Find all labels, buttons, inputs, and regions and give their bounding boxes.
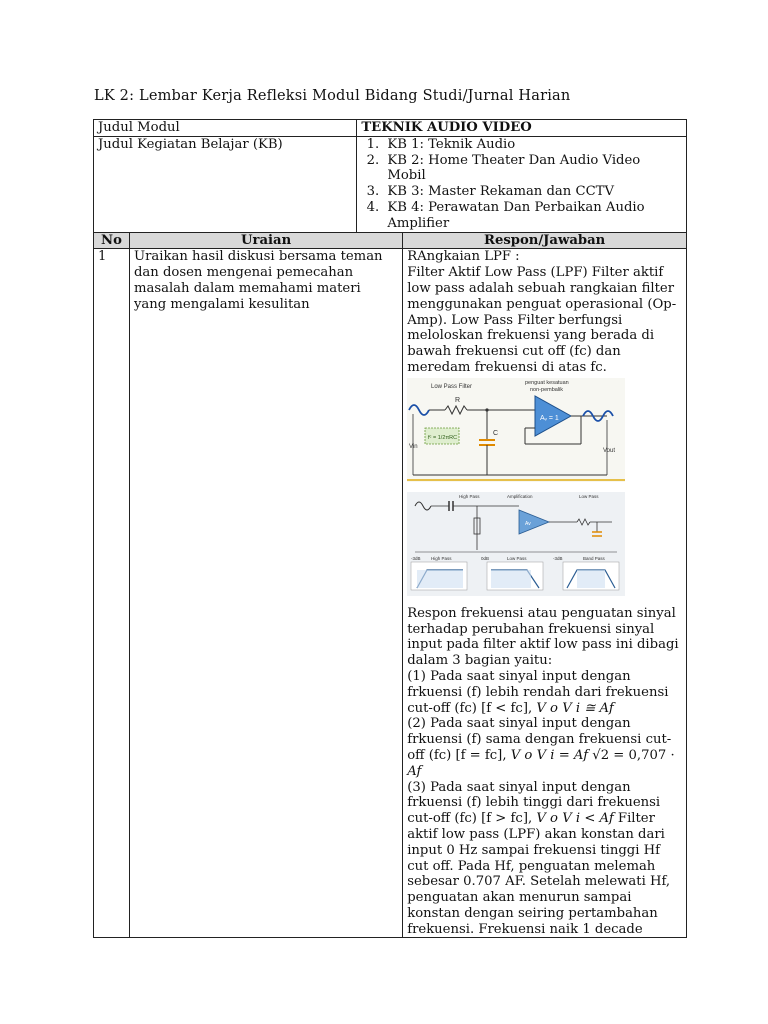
kb-item: 3. KB 3: Master Rekaman dan CCTV xyxy=(383,184,682,200)
formula: Af xyxy=(407,763,422,779)
respon-paragraph: Filter Aktif Low Pass (LPF) Filter aktif low pass adalah sebuah rangkaian filter menggunakan penguat operasional (Op-Amp). Low Pass Filter berfungsi meloloskan frekuensi yang berada di bawah frekuensi cut off (fc) dan meredam frekuensi di atas fc. xyxy=(407,265,677,375)
db-label: -3dB xyxy=(411,555,421,561)
row-judul-modul xyxy=(94,120,687,137)
formula: V o V i ≅ Af xyxy=(536,700,614,716)
amp-label-2: non-pembalik xyxy=(530,386,564,393)
header-no: No xyxy=(94,232,130,249)
respon-paragraph: Respon frekuensi atau penguatan sinyal terhadap perubahan frekuensi sinyal input pada filter aktif low pass ini dibagi dalam 3 bagian yaitu: xyxy=(407,605,679,669)
vin-label: Vin xyxy=(409,443,418,450)
respon-intro: RAngkaian LPF : xyxy=(407,249,520,265)
respon-cell xyxy=(403,249,687,938)
hp-label: High Pass xyxy=(431,555,452,561)
kb-list xyxy=(361,137,682,232)
lpf-label: Low Pass Filter xyxy=(431,383,473,390)
judul-modul-value: TEKNIK AUDIO VIDEO xyxy=(357,120,687,137)
judul-modul-label: Judul Modul xyxy=(94,120,357,137)
page-title: LK 2: Lembar Kerja Refleksi Modul Bidang Studi/Jurnal Harian xyxy=(94,88,571,104)
gain-label: Aᵥ = 1 xyxy=(540,414,559,422)
header-uraian: Uraian xyxy=(129,232,402,249)
judul-kb-label: Judul Kegiatan Belajar (KB) xyxy=(94,136,357,232)
bp-label: Band Pass xyxy=(583,555,605,561)
response-point-1 xyxy=(407,669,682,716)
amp-label: penguat kesatuan xyxy=(525,379,569,386)
table-header-row xyxy=(94,232,687,249)
db-label: -3dB xyxy=(553,555,563,561)
kb-item: 2. KB 2: Home Theater Dan Audio Video Mobil xyxy=(383,153,682,185)
table-row xyxy=(94,249,687,938)
point-text: √2 = 0,707 · xyxy=(588,747,675,763)
point-text: Filter aktif low pass (LPF) akan konstan dari input 0 Hz sampai frekuensi tinggi Hf cut off. Pada Hf, penguatan melemah sebesar 0.707 AF. Setelah melewati Hf, penguatan akan menurun sampai konstan dengan seiring pertambahan frekuensi. Frekuensi naik 1 decade xyxy=(407,811,671,937)
svg-text:Low Pass: Low Pass xyxy=(579,493,599,499)
point-text: (2) Pada saat sinyal input dengan frkuensi (f) sama dengan frekuensi cut-off (fc) [f = fc], xyxy=(407,716,672,763)
cutoff-formula: fᶜ = 1/2πRC xyxy=(428,434,458,441)
lp-label: Low Pass xyxy=(507,555,527,561)
band-pass-filter-diagram xyxy=(407,492,625,596)
kb-list-cell xyxy=(357,136,687,232)
db-label: 0dB xyxy=(481,555,490,561)
worksheet-table xyxy=(93,119,687,938)
kb-item: 4. KB 4: Perawatan Dan Perbaikan Audio Amplifier xyxy=(383,200,682,232)
row-judul-kb xyxy=(94,136,687,232)
point-text: (1) Pada saat sinyal input dengan frkuensi (f) lebih rendah dari frekuensi cut-off (fc) [f < fc], xyxy=(407,668,669,716)
formula: V o V i < Af xyxy=(536,811,614,827)
vout-label: Vout xyxy=(603,447,616,454)
point-text: (3) Pada saat sinyal input dengan frkuensi (f) lebih tinggi dari frekuensi cut-off (fc) [f > fc], xyxy=(407,779,661,827)
header-respon: Respon/Jawaban xyxy=(403,232,687,249)
svg-text:High Pass: High Pass xyxy=(459,493,480,499)
uraian-text: Uraikan hasil diskusi bersama teman dan dosen mengenai pemecahan masalah dalam memahami materi yang mengalami kesulitan xyxy=(129,249,402,938)
formula: V o V i = Af xyxy=(510,747,589,763)
av-label: Av xyxy=(525,520,531,527)
amp-stage-label: Amplification xyxy=(507,493,533,499)
response-point-2 xyxy=(407,716,682,779)
response-point-3 xyxy=(407,780,682,938)
kb-item: 1. KB 1: Teknik Audio xyxy=(383,137,682,153)
lpf-circuit-diagram xyxy=(407,378,625,482)
resistor-label: R xyxy=(455,396,461,404)
capacitor-label: C xyxy=(493,429,499,437)
row-number: 1 xyxy=(94,249,130,938)
